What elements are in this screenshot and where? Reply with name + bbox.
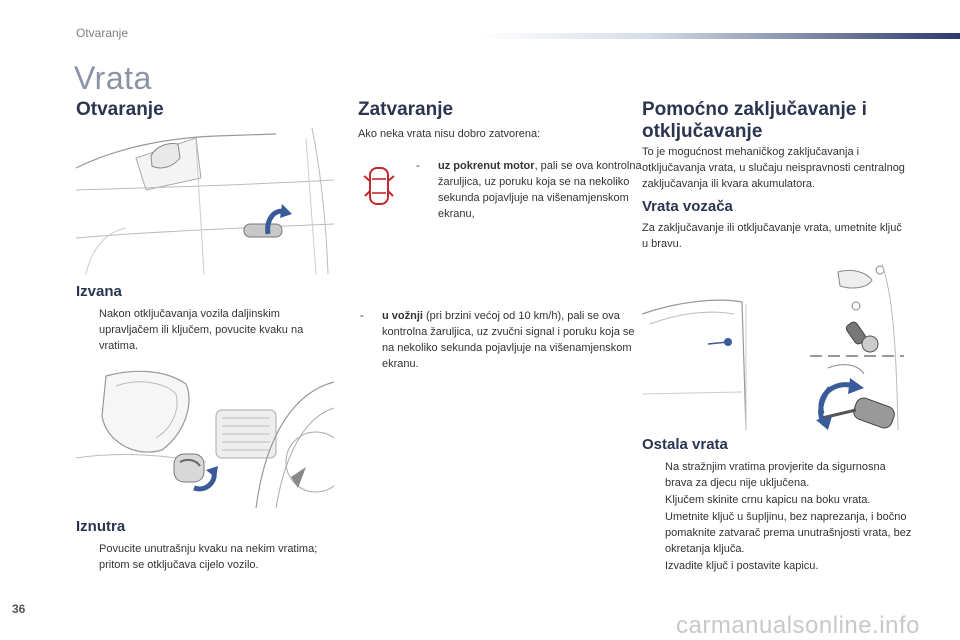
iznutra-bullets: [76, 541, 336, 574]
list-item: Povucite unutrašnju kvaku na nekim vratima; pritom se otključava cijelo vozilo.: [99, 543, 318, 571]
iznutra-heading: Iznutra: [76, 518, 126, 535]
list-item: Umetnite ključ u šupljinu, bez naprezanja, i bočno pomaknite zatvarač prema unutrašnjosti vrata, bez okretanja ključa.: [665, 511, 912, 555]
izvana-bullets: [76, 306, 328, 355]
header-bar: [480, 33, 960, 39]
list-item: Ključem skinite crnu kapicu na boku vrata.: [665, 494, 871, 506]
backup-locking-intro: To je mogućnost mehaničkog zaključavanja i otključavanja vrata, u slučaju neispravnosti centralnog zaključavanja ili kvara akumulatora.: [642, 146, 905, 190]
section-label: Otvaranje: [76, 26, 129, 40]
list-item: Na stražnjim vratima provjerite da sigurnosna brava za djecu nije uključena.: [665, 461, 886, 489]
page-title: Vrata: [74, 60, 152, 96]
list-item: Izvadite ključ i postavite kapicu.: [665, 560, 819, 572]
driver-door-heading: Vrata vozača: [642, 198, 733, 215]
watermark: carmanualsonline.info: [676, 612, 920, 639]
driver-door-text: Za zaključavanje ili otključavanje vrata, umetnite ključ u bravu.: [642, 222, 902, 250]
exterior-door-handle-illustration: [76, 128, 334, 274]
door-open-warning-icon: [362, 164, 396, 208]
other-doors-heading: Ostala vrata: [642, 436, 728, 453]
zatvaranje-heading: Zatvaranje: [358, 99, 454, 120]
interior-door-handle-illustration: [76, 362, 334, 508]
izvana-heading: Izvana: [76, 283, 122, 300]
other-doors-bullets: [642, 459, 912, 575]
page-number: 36: [12, 602, 26, 616]
closing-item-driving: - u vožnji (pri brzini većoj od 10 km/h), pali se ova kontrolna žaruljica, uz zvučni signal i poruku koja se na nekoliko sekunda pojavljuje na višenamjenskom ekranu.: [360, 310, 635, 370]
zatvaranje-intro: Ako neka vrata nisu dobro zatvorena:: [358, 128, 541, 140]
list-item: Nakon otključavanja vozila daljinskim upravljačem ili ključem, povucite kvaku na vratima.: [99, 308, 304, 352]
closing-item-engine-running: - uz pokrenut motor, pali se ova kontrolna žaruljica, uz poruku koja se na nekoliko sekunda pojavljuje na višenamjenskom ekranu,: [416, 160, 642, 220]
key-lock-illustration: [642, 264, 904, 430]
otvaranje-heading: Otvaranje: [76, 99, 164, 120]
backup-locking-heading: Pomoćno zaključavanje i otključavanje: [642, 99, 867, 142]
